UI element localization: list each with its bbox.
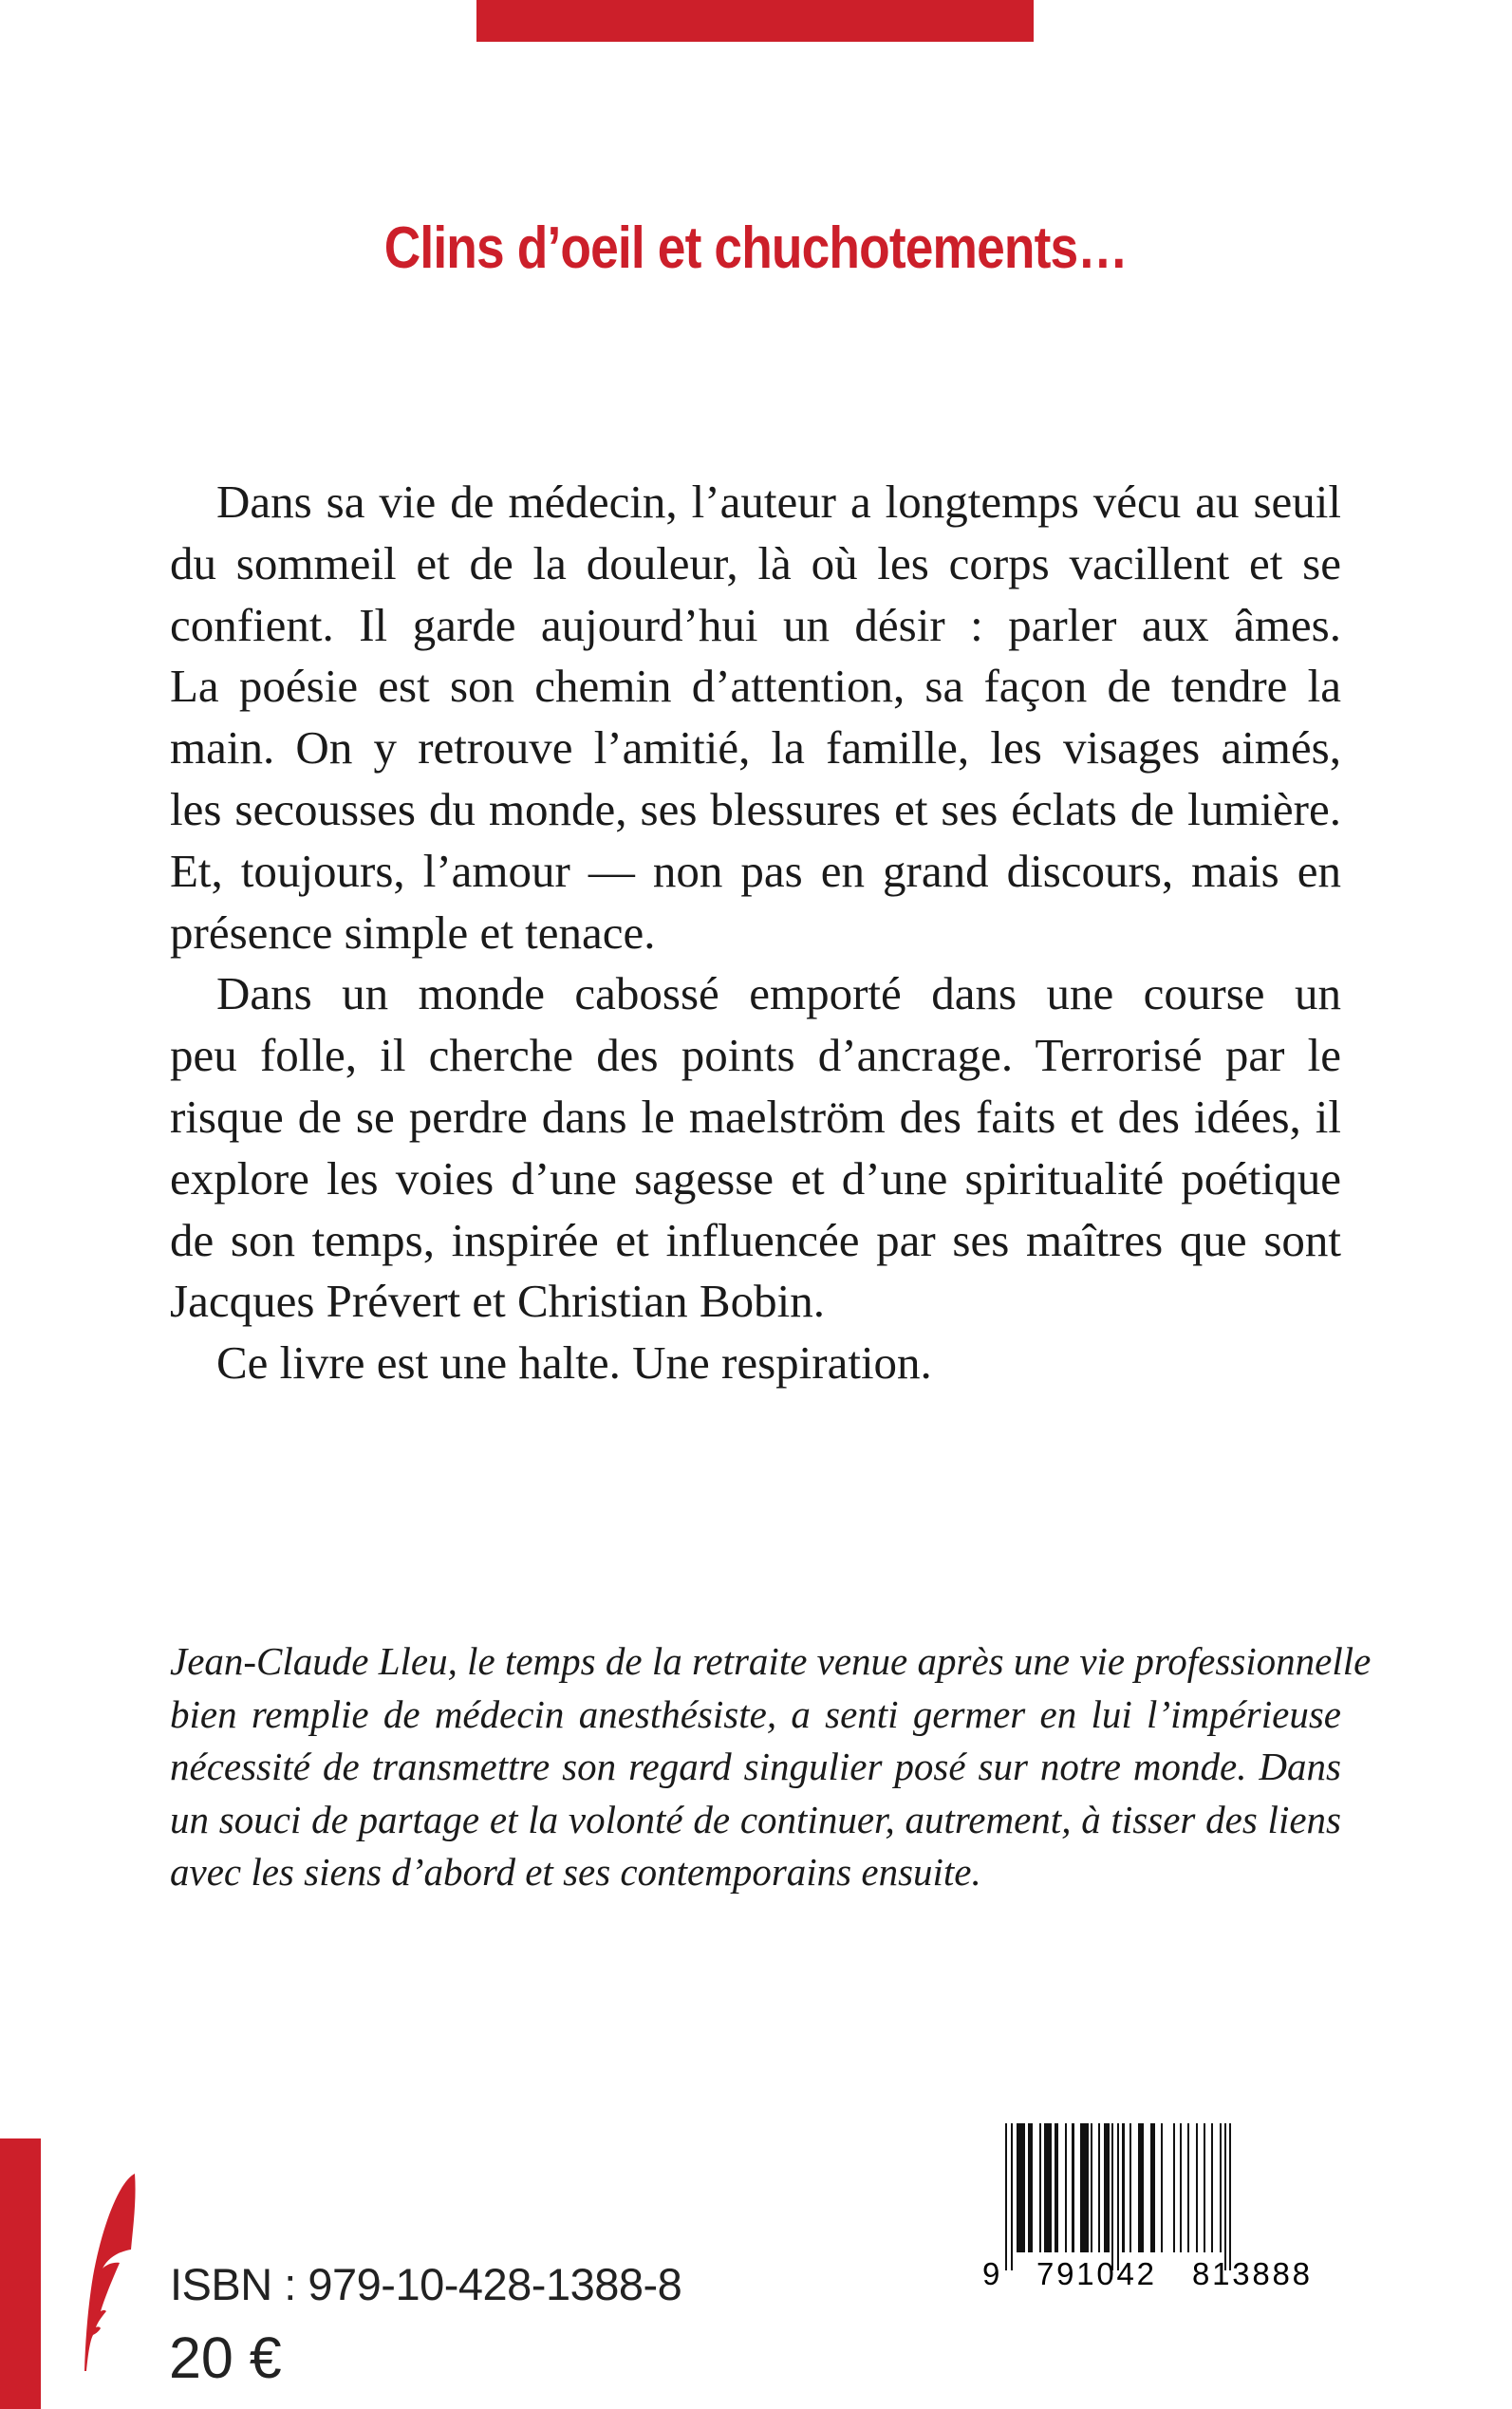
- blurb-line: du sommeil et de la douleur, là où les corps vacillent et se: [170, 536, 1341, 589]
- barcode-digits-right: 813888: [1192, 2256, 1310, 2291]
- feather-icon: [82, 2172, 139, 2373]
- book-title-text: Clins d’oeil et chuchotements…: [383, 215, 1129, 281]
- blurb-line: les secousses du monde, ses blessures et ses éclats de lumière.: [170, 782, 1341, 835]
- blurb-line: Dans sa vie de médecin, l’auteur a longtemps vécu au seuil: [216, 476, 1341, 528]
- back-cover-blurb: [170, 472, 1341, 1394]
- blurb-line: peu folle, il cherche des points d’ancrage. Terrorisé par le: [170, 1029, 1341, 1082]
- left-accent-bar: [0, 2138, 41, 2409]
- book-title: [0, 213, 1512, 285]
- blurb-line: présence simple et tenace.: [170, 906, 656, 959]
- top-accent-bar: [476, 0, 1034, 42]
- bio-line: avec les siens d’abord et ses contemporains ensuite.: [170, 1850, 981, 1894]
- bio-line: bien remplie de médecin anesthésiste, a senti germer en lui l’impérieuse: [170, 1691, 1341, 1736]
- author-bio: [170, 1635, 1372, 1899]
- bio-line: un souci de partage et la volonté de continuer, autrement, à tisser des liens: [170, 1797, 1341, 1841]
- blurb-line: La poésie est son chemin d’attention, sa façon de tendre la: [170, 660, 1341, 713]
- blurb-line: de son temps, inspirée et influencée par ses maîtres que sont: [170, 1213, 1341, 1266]
- blurb-line: Et, toujours, l’amour — non pas en grand discours, mais en: [170, 844, 1341, 897]
- blurb-line: explore les voies d’une sagesse et d’une spiritualité poétique: [170, 1151, 1341, 1204]
- isbn-barcode: [978, 2123, 1319, 2294]
- barcode-digits-left: 791042: [1036, 2256, 1154, 2291]
- blurb-line: risque de se perdre dans le maelström des faits et des idées, il: [170, 1090, 1341, 1143]
- blurb-line: main. On y retrouve l’amitié, la famille, les visages aimés,: [170, 721, 1341, 775]
- blurb-line: Dans un monde cabossé emporté dans une course un: [216, 967, 1341, 1020]
- barcode-digit-first: 9: [982, 2256, 1000, 2291]
- price-text: 20 €: [169, 2325, 282, 2390]
- blurb-line: Ce livre est une halte. Une respiration.: [216, 1336, 932, 1390]
- blurb-line: confient. Il garde aujourd’hui un désir : parler aux âmes.: [170, 598, 1341, 651]
- bio-line: nécessité de transmettre son regard singulier posé sur notre monde. Dans: [170, 1745, 1341, 1788]
- isbn-text: ISBN : 979-10-428-1388-8: [170, 2259, 682, 2309]
- bio-line: Jean-Claude Lleu, le temps de la retraite venue après une vie professionnelle: [170, 1639, 1372, 1683]
- blurb-line: Jacques Prévert et Christian Bobin.: [170, 1275, 825, 1328]
